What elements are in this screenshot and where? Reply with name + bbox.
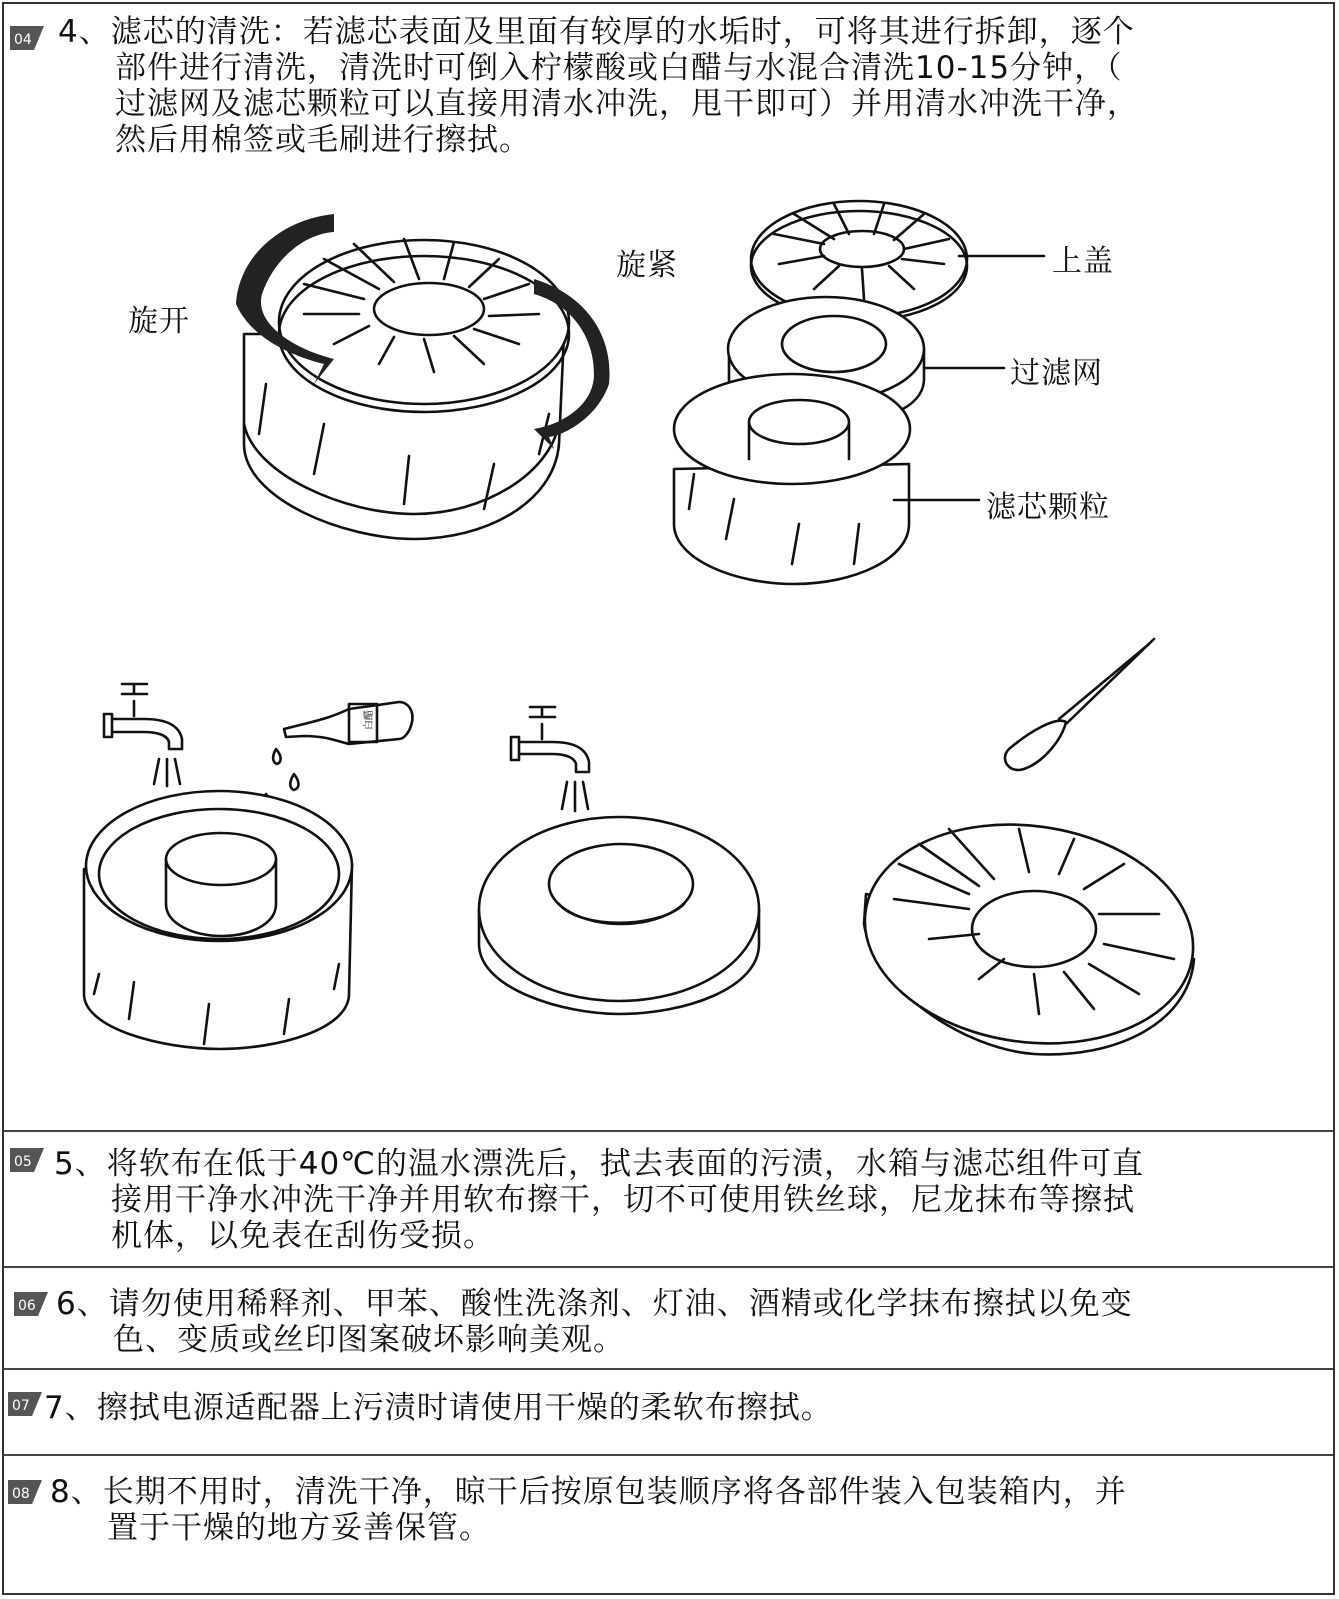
svg-text:05: 05 — [14, 1154, 32, 1170]
badge-08 — [6, 1478, 44, 1506]
svg-text:07: 07 — [12, 1398, 30, 1414]
svg-text:白醋: 白醋 — [364, 710, 375, 730]
filter-illustration — [4, 4, 1333, 1130]
section-5 — [4, 1132, 1333, 1266]
faucet-icon — [511, 707, 589, 811]
section-7-text — [44, 1390, 833, 1426]
vinegar-bottle-icon — [263, 702, 412, 810]
svg-text:08: 08 — [12, 1486, 30, 1502]
label-filter-granules: 滤芯颗粒 — [986, 490, 1110, 525]
text-line: 部件进行清洗，清洗时可倒入柠檬酸或白醋与水混合清洗10-15分钟，（ — [115, 50, 1123, 86]
label-top-cover: 上盖 — [1052, 244, 1114, 279]
text-line: 7、擦拭电源适配器上污渍时请使用干燥的柔软布擦拭。 — [44, 1390, 833, 1426]
svg-text:04: 04 — [14, 32, 32, 48]
granules-wash — [84, 684, 412, 1049]
text-line: 机体，以免表在刮伤受损。 — [111, 1218, 495, 1254]
manual-page — [2, 2, 1335, 1595]
section-5-text — [54, 1146, 1144, 1254]
text-line: 色、变质或丝印图案破坏影响美观。 — [113, 1322, 625, 1358]
rotating-filter — [236, 214, 610, 539]
badge-06 — [12, 1290, 50, 1318]
text-line: 过滤网及滤芯颗粒可以直接用清水冲洗，甩干即可）并用清水冲洗干净， — [115, 86, 1139, 122]
label-filter-mesh: 过滤网 — [1010, 356, 1103, 391]
text-line: 置于干燥的地方妥善保管。 — [107, 1510, 491, 1546]
exploded-filter — [674, 201, 1044, 584]
section-4 — [4, 4, 1333, 1130]
section-8-text — [50, 1474, 1127, 1546]
section-6 — [4, 1268, 1333, 1368]
cover-wipe — [851, 639, 1208, 1064]
label-open: 旋开 — [128, 304, 190, 339]
text-line: 然后用棉签或毛刷进行擦拭。 — [115, 122, 531, 158]
faucet-icon — [104, 684, 182, 786]
mesh-wash — [479, 707, 759, 1014]
badge-05 — [8, 1146, 46, 1174]
text-line: 6、请勿使用稀释剂、甲苯、酸性洗涤剂、灯油、酒精或化学抹布擦拭以免变 — [56, 1286, 1133, 1322]
text-line: 接用干净水冲洗干净并用软布擦干，切不可使用铁丝球，尼龙抹布等擦拭 — [111, 1182, 1135, 1218]
text-line: 5、将软布在低于40℃的温水漂洗后，拭去表面的污渍，水箱与滤芯组件可直 — [54, 1146, 1144, 1182]
section-6-text — [56, 1286, 1133, 1358]
section-7 — [4, 1370, 1333, 1454]
text-line: 4、滤芯的清洗：若滤芯表面及里面有较厚的水垢时，可将其进行拆卸，逐个 — [58, 14, 1135, 50]
svg-text:06: 06 — [18, 1298, 36, 1314]
badge-07 — [6, 1390, 44, 1418]
cotton-swab-icon — [1005, 639, 1154, 770]
section-8 — [4, 1456, 1333, 1594]
label-tighten: 旋紧 — [616, 248, 678, 283]
text-line: 8、长期不用时，清洗干净，晾干后按原包装顺序将各部件装入包装箱内，并 — [50, 1474, 1127, 1510]
